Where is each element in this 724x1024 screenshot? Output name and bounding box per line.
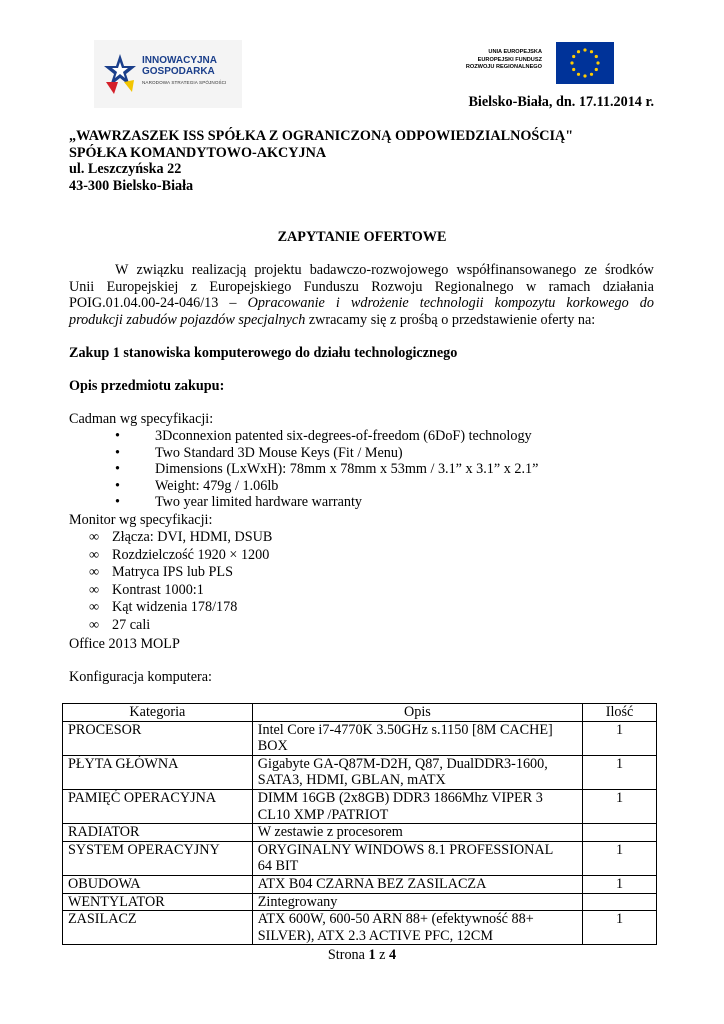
infinity-bullet-icon: ∞ — [89, 529, 100, 545]
bullet-icon: • — [115, 444, 120, 461]
cell-quantity: 1 — [583, 911, 657, 945]
office-item: Office 2013 MOLP — [69, 636, 180, 652]
eu-logo-line1: UNIA EUROPEJSKA — [488, 49, 542, 55]
page-title: ZAPYTANIE OFERTOWE — [277, 229, 447, 245]
monitor-spec-text: Kontrast 1000:1 — [112, 581, 204, 598]
cadman-spec-text: Weight: 479g / 1.06lb — [155, 477, 279, 494]
cell-description-line: Zintegrowany — [257, 893, 338, 910]
cell-description-line: DIMM 16GB (2x8GB) DDR3 1866Mhz VIPER 3 — [257, 789, 543, 806]
intro-word: Rozwoju — [371, 278, 423, 295]
cadman-spec-text: Two year limited hardware warranty — [155, 494, 362, 511]
table-row — [63, 824, 657, 842]
intro-project-title-end: produkcji zabudów pojazdów specjalnych — [69, 311, 306, 328]
monitor-label: Monitor wg specyfikacji: — [69, 512, 213, 528]
bullet-icon: • — [115, 477, 120, 494]
cell-category: PAMIĘĆ OPERACYJNA — [63, 789, 253, 823]
computer-config-table — [62, 703, 657, 945]
intro-word: kompozytu — [494, 295, 556, 312]
cell-description-line: ORYGINALNY WINDOWS 8.1 PROFESSIONAL — [257, 841, 554, 858]
table-header-row — [63, 704, 657, 722]
table-row — [63, 841, 657, 875]
infinity-bullet-icon: ∞ — [89, 599, 100, 616]
intro-word: współfinansowanego — [456, 262, 577, 278]
monitor-spec-text: Rozdzielczość 1920 × 1200 — [112, 546, 270, 563]
intro-word: Opracowanie — [247, 295, 325, 312]
eu-logo-line2: EUROPEJSKI FUNDUSZ — [477, 56, 542, 63]
config-label: Konfiguracja komputera: — [69, 669, 213, 685]
cell-quantity: 1 — [583, 721, 657, 755]
bullet-icon: • — [115, 494, 120, 511]
column-header-description: Opis — [252, 704, 582, 722]
cell-description-line: SILVER), ATX 2.3 ACTIVE PFC, 12CM — [257, 927, 493, 944]
intro-word: Regionalnego — [434, 278, 514, 295]
cell-category: OBUDOWA — [63, 875, 253, 893]
footer-middle: z — [379, 947, 386, 963]
intro-line-4 — [69, 312, 654, 329]
monitor-spec-text: Złącza: DVI, HDMI, DSUB — [112, 529, 273, 545]
intro-word: w — [525, 278, 537, 295]
infinity-bullet-icon: ∞ — [89, 564, 100, 581]
intro-word: Europejskiego — [209, 278, 292, 295]
cell-category: SYSTEM OPERACYJNY — [63, 841, 253, 875]
cadman-spec-text: Dimensions (LxWxH): 78mm x 78mm x 53mm / 3.1” x 3.1” x 2.1” — [155, 461, 539, 478]
company-city: 43-300 Bielsko-Biała — [69, 177, 194, 194]
intro-word: ze — [584, 262, 597, 278]
cell-description-line: Gigabyte GA-Q87M-D2H, Q87, DualDDR3-1600, — [257, 755, 548, 772]
eu-logo-line3: ROZWOJU REGIONALNEGO — [465, 64, 542, 71]
intro-word: badawczo-rozwojowego — [309, 262, 449, 278]
infinity-bullet-icon: ∞ — [89, 581, 100, 598]
intro-word: do — [639, 295, 654, 312]
intro-program-code: POIG.01.04.00-24-046/13 — [69, 295, 219, 312]
cell-description-line: 64 BIT — [257, 858, 299, 875]
purchase-heading: Zakup 1 stanowiska komputerowego do działu technologicznego — [69, 345, 458, 361]
cell-quantity: 1 — [583, 789, 657, 823]
intro-word: Funduszu — [303, 278, 359, 295]
intro-word: środków — [605, 262, 654, 278]
eu-logo — [458, 42, 614, 86]
table-row — [63, 893, 657, 911]
monitor-spec-text: Matryca IPS lub PLS — [112, 564, 233, 581]
cell-category: PŁYTA GŁÓWNA — [63, 755, 253, 789]
cell-description — [252, 911, 582, 945]
cell-description-line: Intel Core i7-4770K 3.50GHz s.1150 [8M CACHE] — [257, 721, 553, 738]
intro-word: korkowego — [566, 295, 629, 312]
cell-quantity: 1 — [583, 875, 657, 893]
company-type: SPÓŁKA KOMANDYTOWO-AKCYJNA — [69, 144, 327, 161]
infinity-bullet-icon: ∞ — [89, 617, 100, 633]
logo-left-line3: NARODOWA STRATEGIA SPÓJNOŚCI — [142, 80, 227, 85]
table-row — [63, 755, 657, 789]
logo-left-line2: GOSPODARKA — [142, 66, 215, 77]
eu-logo-text — [466, 49, 542, 72]
monitor-spec-text: Kąt widzenia 178/178 — [112, 599, 238, 616]
intro-word: projektu — [254, 262, 302, 278]
company-street: ul. Leszczyńska 22 — [69, 161, 182, 178]
cadman-spec-text: 3Dconnexion patented six-degrees-of-freedom (6DoF) technology — [155, 428, 532, 444]
table-row — [63, 911, 657, 945]
subject-heading: Opis przedmiotu zakupu: — [69, 378, 225, 394]
cell-category: RADIATOR — [63, 824, 253, 842]
intro-line-1 — [69, 262, 654, 279]
cell-quantity — [583, 824, 657, 842]
infinity-bullet-icon: ∞ — [89, 546, 100, 563]
intro-line-3 — [69, 295, 654, 312]
intro-word: ramach — [548, 278, 591, 295]
intro-word: W — [115, 262, 129, 278]
cell-category: WENTYLATOR — [63, 893, 253, 911]
intro-word: realizacją — [191, 262, 247, 278]
company-address-block — [69, 128, 573, 194]
logo-left-line1: INNOWACYJNA — [142, 55, 218, 66]
document-date: Bielsko-Biała, dn. 17.11.2014 r. — [468, 94, 654, 110]
page-footer — [0, 947, 724, 964]
column-header-quantity: Ilość — [583, 704, 657, 722]
intro-line-2 — [69, 279, 654, 296]
table-row — [63, 789, 657, 823]
star-logo-icon — [102, 52, 138, 96]
cell-category: ZASILACZ — [63, 911, 253, 945]
cell-description — [252, 721, 582, 755]
bullet-icon: • — [115, 461, 120, 478]
footer-page-number: 1 — [368, 947, 376, 963]
footer-total-pages: 4 — [389, 947, 397, 963]
cell-description-line: ATX B04 CZARNA BEZ ZASILACZA — [257, 875, 487, 892]
cell-quantity — [583, 893, 657, 911]
cell-description — [252, 875, 582, 893]
intro-word: technologii — [419, 295, 484, 312]
intro-word: wdrożenie — [350, 295, 409, 312]
cell-description-line: W zestawie z procesorem — [257, 824, 403, 841]
cadman-spec-text: Two Standard 3D Mouse Keys (Fit / Menu) — [155, 444, 403, 461]
intro-request: zwracamy się z prośbą o przedstawienie oferty na: — [305, 311, 596, 328]
cell-description-line: ATX 600W, 600-50 ARN 88+ (efektywność 88+ — [257, 911, 534, 928]
cell-category: PROCESOR — [63, 721, 253, 755]
cell-description-line: SATA3, HDMI, GBLAN, mATX — [257, 772, 446, 789]
cell-quantity: 1 — [583, 755, 657, 789]
intro-word: Europejskiej — [106, 278, 179, 295]
intro-word: i — [335, 295, 340, 312]
bullet-icon: • — [115, 428, 120, 444]
cell-description — [252, 755, 582, 789]
column-header-category: Kategoria — [63, 704, 253, 722]
cell-description — [252, 789, 582, 823]
cell-description — [252, 824, 582, 842]
monitor-spec-text: 27 cali — [112, 617, 151, 633]
intro-paragraph — [69, 262, 654, 328]
footer-prefix: Strona — [327, 947, 365, 963]
intro-dash: – — [229, 295, 237, 312]
table-row — [63, 721, 657, 755]
table-row — [63, 875, 657, 893]
intro-word: z — [190, 278, 197, 295]
intro-word: działania — [602, 278, 654, 295]
cell-description — [252, 841, 582, 875]
cadman-label: Cadman wg specyfikacji: — [69, 411, 214, 427]
cell-description — [252, 893, 582, 911]
intro-word: Unii — [69, 278, 95, 295]
innowacyjna-gospodarka-logo — [94, 40, 242, 108]
company-name: „WAWRZASZEK ISS SPÓŁKA Z OGRANICZONĄ ODPOWIEDZIALNOŚCIĄ" — [69, 128, 574, 144]
cell-quantity: 1 — [583, 841, 657, 875]
intro-word: związku — [136, 262, 184, 278]
cell-description-line: BOX — [257, 738, 288, 755]
cell-description-line: CL10 XMP /PATRIOT — [257, 806, 389, 823]
eu-flag-icon — [556, 42, 614, 84]
